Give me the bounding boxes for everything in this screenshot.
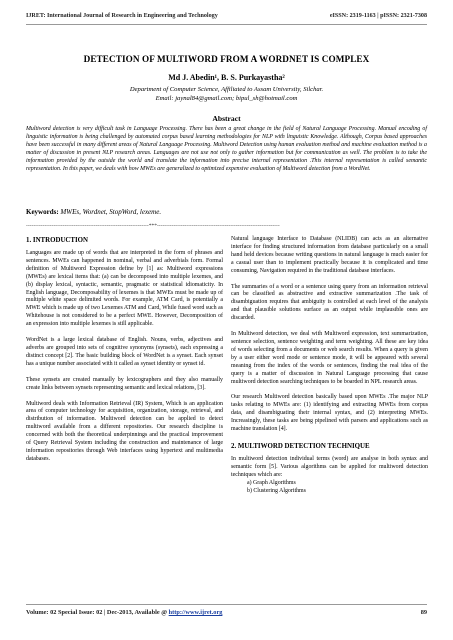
- intro-heading: 1. INTRODUCTION: [26, 237, 89, 244]
- page-number: 89: [420, 609, 427, 616]
- list-item: b) Clustering Algorithms: [247, 487, 306, 494]
- keywords-value: MWEs, Wordnet, StopWord, lexeme.: [60, 208, 162, 216]
- footer-volume: [26, 609, 222, 616]
- left-column: [26, 236, 223, 472]
- volume-info: Volume: 02 Special Issue: 02 | Dec-2013, Available @: [26, 609, 168, 616]
- abstract-text: Multiword detection is very difficult task in Language Processing. There has been a great change in the field of Natural Language Processing. Manual encoding of linguistic information is being challenged by automated corpus based learning methodologies for NLP with linguistic Knowledge. Although, Corpus based approaches have been successful in many different areas of Natural Language Processing. Multiword Detection using human evaluation method and machine evaluation method is a matter of discussion in present NLP research areas. Languages are not use not only to gather information but for communication as well. The problem is to take the information provided by the outside the world and translate the information into precise internal representation .This internal representation is called semantic representation. In this paper, we deals with how MWEs are generalized to optimized expensive evaluation of Multiword detection from a WordNet.: [26, 126, 427, 173]
- right-column: [231, 236, 428, 495]
- paragraph: In multiword detection individual terms (word) are analyse in both syntax and semantic form [5]. Various algorithms can be applied for multiword detection techniques which are:: [231, 455, 428, 478]
- running-header: [26, 13, 427, 19]
- list-item: a) Graph Algorithms: [247, 479, 296, 486]
- abstract-heading: Abstract: [212, 114, 241, 123]
- keywords-label: Keywords:: [26, 208, 59, 216]
- author-email: Email: jaynal84@gmail.com; bipul_sh@hotmail.com: [155, 95, 298, 102]
- paragraph: The summaries of a word or a sentence using query from an information retrieval can be classified as abstractive and extractive summarization .The task of disambiguation requires that ambiguity is controlled at each level of the analysis and that plausible solutions surface as an output while implausible ones are discarded.: [231, 283, 428, 322]
- issn: eISSN: 2319-1163 | pISSN: 2321-7308: [329, 13, 427, 19]
- paragraph: Natural language Interface to Database (NLIDB) can acts as an alternative interface for finding structured information from database particularly on a small hand held devices because writing questions in natural language is much easier for a casual user than to implement practically because it is complicated and time consuming, Navigation required in the traditional database interfaces.: [231, 236, 428, 274]
- footer-rule: [26, 604, 427, 605]
- header-rule: [26, 24, 427, 25]
- paragraph: Our research Multiword detection basically based upon MWEs .The major NLP tasks relating to MWEs are: (1) identifying and extracting MWEs from corpus data, and disambiguating their internal syntax, and (2) interpreting MWEs. Increasingly, these tasks are being pipelined with parsers and applications such as machine translation [4].: [231, 394, 428, 433]
- algorithm-list: [231, 480, 428, 496]
- technique-heading: 2. MULTIWORD DETECTION TECHNIQUE: [231, 442, 370, 450]
- paragraph: Multiword deals with Information Retrieval (IR) System, Which is an application area of computer technology for acquisition, organization, storage, retrieval, and distribution of information. Multiword detection can be applied to detect multiword available from a different repositories. Our research discipline is concerned with both the theoretical underpinnings and the practical improvement of Query Retrieval System including the construction and maintenance of large information repositories through Web interfaces using hypertext and multimedia databases.: [26, 400, 223, 462]
- journal-link[interactable]: http://www.ijret.org: [168, 609, 223, 616]
- affiliation: Department of Computer Science, Affiliated to Assam University, Silchar.: [129, 86, 324, 93]
- running-footer: [26, 609, 427, 616]
- paragraph: Languages are made up of words that are interpreted in the form of phrases and sentences. MWEs can happened in nominal, verbal and adverbials form. Formal definition of Multiword Expression define by [1] as: Multiword expressions (MWEs) are lexical items that: (a) can be decomposed into multiple lexemes, and (b) display lexical, syntactic, semantic, pragmatic or statistical idiomaticity. In English language, Decomposability of lexemes is that MWEs must be made up of multiple white space delimited words. For example, ATM Card, is potentially a MWE which is made up of two Lexemes ATM and Card, While fused word such as Whitehouse is not considered to be a perfect MWE. However, Decomposition of an expression into multiple lexemes is still applicable.: [26, 250, 223, 328]
- paper-title: DETECTION OF MULTIWORD FROM A WORDNET IS COMPLEX: [83, 54, 370, 64]
- paragraph: These synsets are created manually by lexicographers and they also manually create links between synsets representing semantic and lexical relations, [3].: [26, 376, 223, 391]
- paragraph: WordNet is a large lexical database of English. Nouns, verbs, adjectives and adverbs are grouped into sets of cognitive synonyms (synsets), each expressing a distinct concept [2]. The basic building block of WordNet is a synset. Each synset has a unique number associated with it called as synset identity or synset id.: [26, 337, 223, 367]
- paragraph: In Multiword detection, we deal with Multiword expression, text summarization, sentence selection, sentence weighting and term weighting. All these are key idea of words selecting from a documents or web search results. When a query is given by a user either word mode or sentence mode, it will be appeared with several meaning from the index of the words or sentences, finding the real idea of the query is a matter of discussion in Natural Language processing that cause multiword detection searching techniques to be boarded in NPL research areas.: [231, 331, 428, 385]
- keywords: [26, 208, 427, 216]
- section-divider: -------------------------------------------------------------------***-------------------------------------------------------------------: [26, 223, 280, 229]
- journal-name: IJRET: International Journal of Research in Engineering and Technology: [26, 13, 218, 19]
- authors: Md J. Abedin¹, B. S. Purkayastha²: [168, 73, 285, 82]
